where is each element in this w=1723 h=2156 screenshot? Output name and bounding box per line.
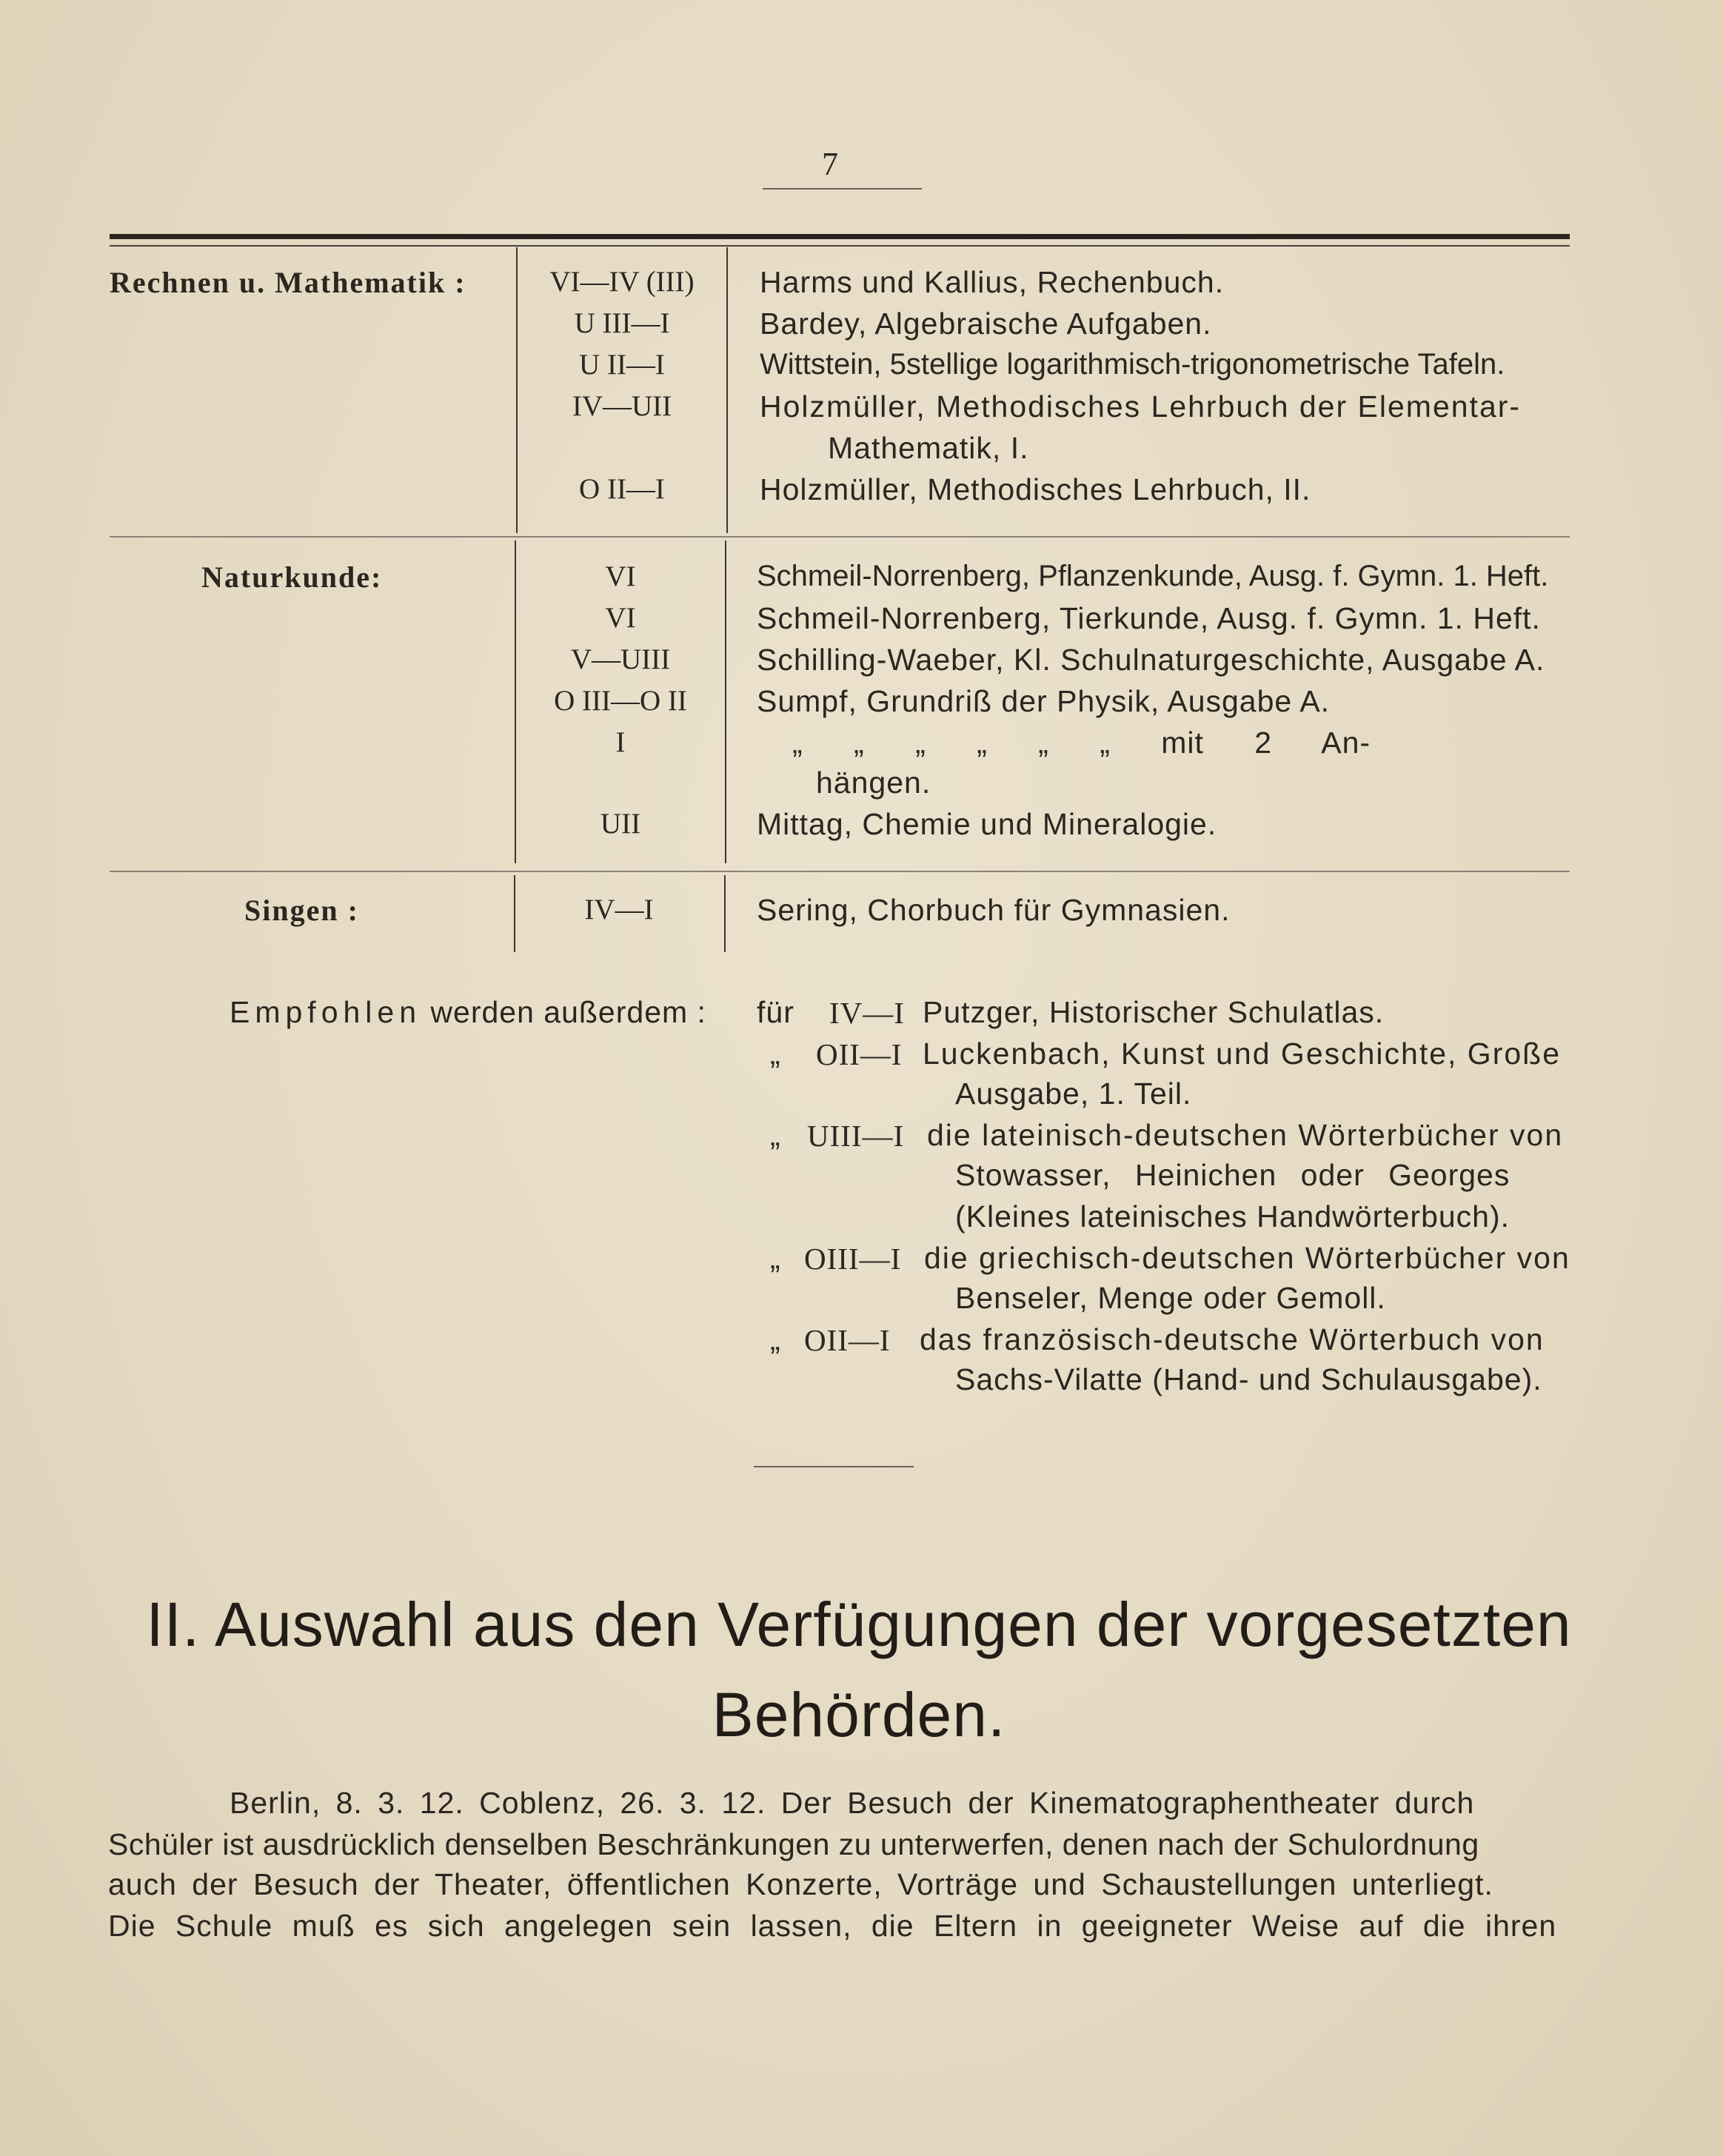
textbook-entry: Mathematik, I. xyxy=(828,431,1029,465)
rec-prefix: „ xyxy=(770,1241,781,1275)
class-range: UII xyxy=(600,808,641,840)
page-number: 7 xyxy=(822,146,838,182)
rec-entry: das französisch-deutsche Wörterbuch von xyxy=(920,1322,1545,1356)
textbook-entry: Holzmüller, Methodisches Lehrbuch, II. xyxy=(760,472,1311,506)
rec-classes: OII—I xyxy=(816,1037,903,1071)
textbook-entry: hängen. xyxy=(816,766,931,800)
rec-classes: OIII—I xyxy=(804,1242,902,1276)
textbook-entry: Bardey, Algebraische Aufgaben. xyxy=(760,307,1212,341)
rec-entry: die lateinisch-deutschen Wörterbücher von xyxy=(927,1118,1564,1152)
rec-prefix: „ xyxy=(770,1322,781,1356)
column-divider xyxy=(726,247,728,533)
class-range: VI xyxy=(605,602,636,634)
table-top-rule xyxy=(110,234,1570,239)
rec-entry-cont: Sachs-Vilatte (Hand- und Schulausgabe). xyxy=(955,1362,1542,1396)
class-range: VI—IV (III) xyxy=(549,266,695,298)
row-separator xyxy=(110,536,1570,538)
rec-entry: Putzger, Historischer Schulatlas. xyxy=(923,995,1385,1029)
textbook-entry: Schmeil-Norrenberg, Tierkunde, Ausg. f. Gymn. 1. Heft. xyxy=(757,601,1541,635)
table-top-thin-rule xyxy=(110,245,1570,247)
class-range: U II—I xyxy=(579,349,665,381)
class-range: I xyxy=(615,726,626,758)
textbook-entry: Schilling-Waeber, Kl. Schulnaturgeschichte, Ausgabe A. xyxy=(757,643,1545,677)
page-number-rule xyxy=(763,188,922,190)
rec-prefix: „ xyxy=(770,1037,781,1071)
textbook-entry-ditto: „ „ „ „ „ „ mit 2 An- xyxy=(792,726,1371,760)
row-separator xyxy=(110,871,1570,872)
class-range: V—UIII xyxy=(570,643,671,675)
recommended-label xyxy=(230,995,706,1030)
rec-entry-cont: (Kleines lateinisches Handwörterbuch). xyxy=(955,1199,1510,1233)
subject-math: Rechnen u. Mathematik : xyxy=(110,266,466,299)
subject-nature: Naturkunde: xyxy=(201,560,383,594)
textbook-entry: Holzmüller, Methodisches Lehrbuch der Elementar- xyxy=(760,389,1522,424)
section-separator xyxy=(754,1466,914,1467)
rec-prefix: „ xyxy=(770,1118,781,1152)
rec-entry-cont: Stowasser, Heinichen oder Georges xyxy=(955,1158,1510,1192)
textbook-entry: Sumpf, Grundriß der Physik, Ausgabe A. xyxy=(757,684,1331,718)
textbook-entry: Schmeil-Norrenberg, Pflanzenkunde, Ausg. f. Gymn. 1. Heft. xyxy=(757,560,1549,592)
rec-prefix: für xyxy=(757,995,794,1029)
recommended-label-spaced: Empfohlen xyxy=(230,995,422,1029)
column-divider xyxy=(515,540,516,863)
textbook-entry: Harms und Kallius, Rechenbuch. xyxy=(760,265,1225,299)
paragraph-line: Schüler ist ausdrücklich denselben Beschränkungen zu unterwerfen, denen nach der Schulordnung xyxy=(108,1827,1479,1861)
rec-classes: OII—I xyxy=(804,1323,891,1357)
recommended-label-rest: werden außerdem : xyxy=(430,995,706,1029)
class-range: O II—I xyxy=(579,473,665,505)
rec-entry-cont: Benseler, Menge oder Gemoll. xyxy=(955,1281,1386,1315)
paragraph-line: Die Schule muß es sich angelegen sein lassen, die Eltern in geeigneter Weise auf die ihren xyxy=(108,1909,1557,1943)
textbook-entry: Sering, Chorbuch für Gymnasien. xyxy=(757,893,1231,927)
class-range: IV—UII xyxy=(572,390,672,422)
textbook-entry: Mittag, Chemie und Mineralogie. xyxy=(757,807,1217,841)
section-heading-line1: II. Auswahl aus den Verfügungen der vorgesetzten xyxy=(146,1590,1572,1659)
class-range: O III—O II xyxy=(554,685,687,717)
paragraph-line: Berlin, 8. 3. 12. Coblenz, 26. 3. 12. Der Besuch der Kinematographentheater durch xyxy=(230,1786,1475,1820)
column-divider xyxy=(724,875,726,952)
textbook-entry: Wittstein, 5stellige logarithmisch-trigonometrische Tafeln. xyxy=(760,348,1505,381)
rec-classes: IV—I xyxy=(829,996,905,1030)
rec-classes: UIII—I xyxy=(807,1119,905,1153)
subject-singing: Singen : xyxy=(244,894,359,927)
column-divider xyxy=(516,247,518,533)
class-range: U III—I xyxy=(574,307,670,339)
class-range: VI xyxy=(605,560,636,592)
paragraph-line: auch der Besuch der Theater, öffentlichen Konzerte, Vorträge und Schaustellungen unterliegt. xyxy=(108,1867,1493,1901)
class-range: IV—I xyxy=(584,894,654,925)
rec-entry: Luckenbach, Kunst und Geschichte, Große xyxy=(923,1037,1562,1071)
column-divider xyxy=(725,540,726,863)
rec-entry-cont: Ausgabe, 1. Teil. xyxy=(955,1077,1192,1111)
section-heading-line2: Behörden. xyxy=(712,1680,1006,1750)
rec-entry: die griechisch-deutschen Wörterbücher von xyxy=(924,1241,1570,1275)
